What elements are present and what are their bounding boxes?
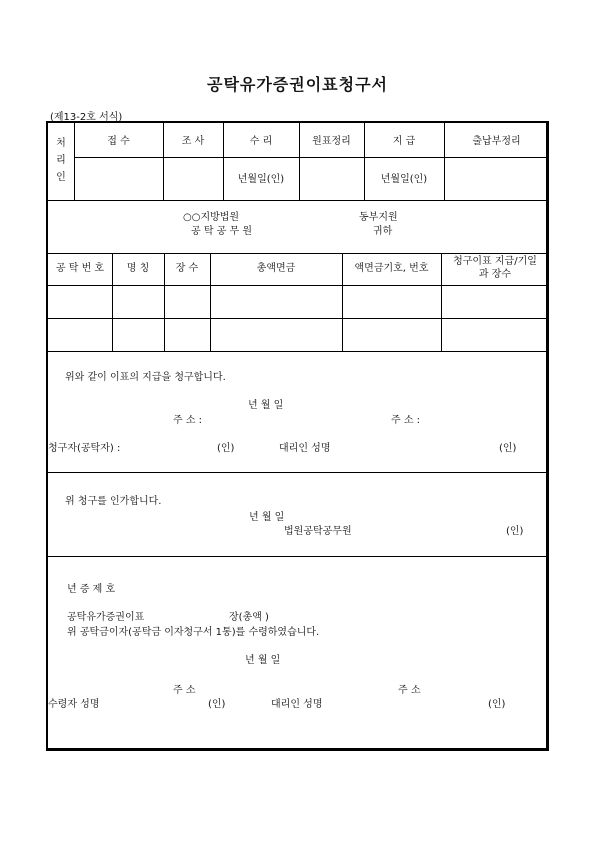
divider bbox=[48, 253, 549, 254]
divider bbox=[48, 318, 549, 319]
divider bbox=[48, 351, 549, 352]
col-payment: 지 급 bbox=[392, 136, 416, 147]
approval-official: 법원공탁공무원 bbox=[284, 526, 352, 537]
claim-statement: 위와 같이 이표의 지급을 청구합니다. bbox=[65, 372, 226, 383]
claimant-label: 청구자(공탁자) : bbox=[48, 443, 121, 454]
receipt-agent-seal: (인) bbox=[488, 699, 506, 710]
divider bbox=[299, 123, 300, 200]
receipt-agent-label: 대리인 성명 bbox=[271, 699, 323, 710]
form-title: 공탁유가증권이표청구서 bbox=[206, 75, 389, 94]
recipient-seal: (인) bbox=[208, 699, 226, 710]
receipt-address-2: 주 소 bbox=[398, 685, 421, 696]
receipt-coupon-total: 장(총액 ) bbox=[229, 612, 269, 623]
th-deposit-no: 공 탁 번 호 bbox=[55, 263, 105, 274]
recipient-label: 수령자 성명 bbox=[48, 699, 100, 710]
col-ledger: 원표정리 bbox=[312, 136, 351, 147]
court-name: ○○지방법원 bbox=[183, 212, 240, 223]
col-acceptance: 수 리 bbox=[249, 136, 273, 147]
claimant-seal: (인) bbox=[217, 443, 235, 454]
process-label: 처 리 인 bbox=[56, 138, 66, 183]
th-coupon-due: 청구이표 지급/기일 과 장수 bbox=[453, 256, 537, 280]
th-total-face: 총액면금 bbox=[256, 263, 296, 274]
divider bbox=[48, 556, 549, 557]
divider bbox=[364, 123, 365, 200]
divider bbox=[223, 123, 224, 200]
claim-address-1: 주 소 : bbox=[173, 415, 203, 426]
divider bbox=[48, 472, 549, 473]
claim-date: 년 월 일 bbox=[248, 400, 284, 411]
divider bbox=[163, 123, 164, 200]
certificate-number: 년 증 제 호 bbox=[67, 584, 116, 595]
th-face-code: 액면금기호, 번호 bbox=[354, 263, 429, 274]
approval-date: 년 월 일 bbox=[249, 512, 285, 523]
divider bbox=[74, 123, 75, 200]
receipt-date: 년 월 일 bbox=[245, 655, 281, 666]
col-investigation: 조 사 bbox=[181, 136, 205, 147]
claim-address-2: 주 소 : bbox=[391, 415, 421, 426]
official-title: 공 탁 공 무 원 bbox=[191, 226, 253, 237]
claim-agent-label: 대리인 성명 bbox=[279, 443, 331, 454]
form-number: (제13-2호 서식) bbox=[50, 112, 123, 123]
claim-agent-seal: (인) bbox=[499, 443, 517, 454]
honorific: 귀하 bbox=[373, 226, 393, 237]
payment-date: 년월일(인) bbox=[380, 174, 428, 185]
receipt-statement: 위 공탁금이자(공탁금 이자청구서 1통)를 수령하였습니다. bbox=[67, 627, 320, 638]
branch-name: 동부지원 bbox=[359, 212, 398, 223]
divider bbox=[444, 123, 445, 200]
divider bbox=[48, 285, 549, 286]
divider bbox=[48, 200, 549, 201]
col-reception: 접 수 bbox=[107, 136, 130, 147]
divider bbox=[74, 157, 549, 158]
col-cashbook: 출납부정리 bbox=[472, 136, 521, 147]
th-name: 명 칭 bbox=[126, 263, 150, 274]
receipt-coupon-label: 공탁유가증권이표 bbox=[67, 612, 145, 623]
th-sheets: 장 수 bbox=[175, 263, 199, 274]
approval-seal: (인) bbox=[506, 526, 524, 537]
receipt-address-1: 주 소 bbox=[173, 685, 196, 696]
approval-statement: 위 청구를 인가합니다. bbox=[65, 496, 162, 507]
form-frame bbox=[46, 121, 549, 751]
acceptance-date: 년월일(인) bbox=[237, 174, 285, 185]
